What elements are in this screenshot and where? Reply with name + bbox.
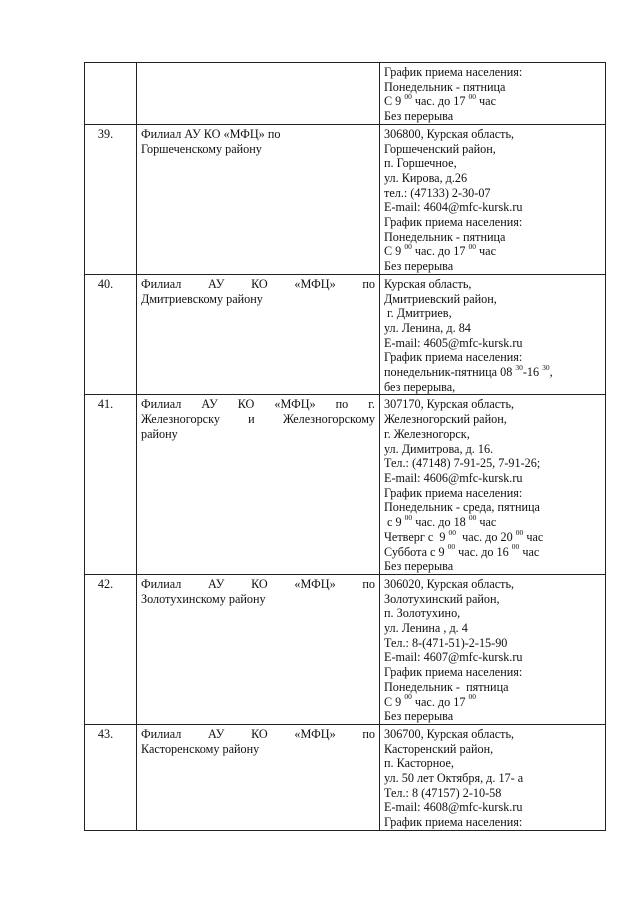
time-superscript: 00 <box>468 242 476 252</box>
table-row <box>85 124 606 274</box>
contact-text: ул. Ленина , д. 4 <box>384 621 468 636</box>
contact-text: С 9 <box>384 694 405 709</box>
branch-name-line <box>141 577 375 592</box>
branch-table-body <box>85 63 606 831</box>
contact-line <box>384 742 601 757</box>
contact-line <box>384 456 601 471</box>
contact-text: час. до 18 <box>412 515 469 530</box>
branch-name-word: по <box>335 397 349 412</box>
contact-text: Четверг с 9 <box>384 529 449 544</box>
contact-text: Курская область, <box>384 276 472 291</box>
contact-text: Дмитриевский район, <box>384 291 497 306</box>
contact-line <box>384 592 601 607</box>
contact-text: E-mail: 4605@mfc-kursk.ru <box>384 335 523 350</box>
branch-name <box>137 63 380 125</box>
contact-line <box>384 350 601 365</box>
contact-line <box>384 230 601 245</box>
contact-line <box>384 292 601 307</box>
contact-text: ул. Кирова, д.26 <box>384 170 468 185</box>
contact-line <box>384 577 601 592</box>
branch-name-line <box>141 592 375 607</box>
branch-name-word: «МФЦ» <box>294 726 336 741</box>
contact-text: График приема населения: <box>384 665 523 680</box>
contact-text: час <box>476 515 497 530</box>
contact-text: График приема населения: <box>384 485 523 500</box>
time-superscript: 00 <box>404 92 412 102</box>
branch-name-word: «МФЦ» <box>294 276 336 291</box>
contact-line <box>384 771 601 786</box>
time-superscript: 00 <box>404 513 413 523</box>
contact-text: Понедельник - пятница <box>384 229 506 244</box>
contact-text: п. Золотухино, <box>384 606 461 621</box>
branch-contacts <box>380 574 606 724</box>
contact-text: г. Дмитриев, <box>384 306 452 321</box>
contact-line <box>384 606 601 621</box>
contact-line <box>384 471 601 486</box>
branch-name-line <box>141 277 375 292</box>
contact-text: Тел.: 8-(471-51)-2-15-90 <box>384 635 508 650</box>
branch-name <box>137 274 380 395</box>
contact-line <box>384 321 601 336</box>
contact-line <box>384 336 601 351</box>
branch-name-word: Филиал <box>141 397 182 412</box>
branch-name-word: «МФЦ» <box>294 576 336 591</box>
contact-line <box>384 665 601 680</box>
contact-line <box>384 559 601 574</box>
branch-name <box>137 124 380 274</box>
contact-line <box>384 800 601 815</box>
time-superscript: 00 <box>404 242 412 252</box>
contact-text: час. до 17 <box>411 694 469 709</box>
contact-line <box>384 727 601 742</box>
contact-text: E-mail: 4608@mfc-kursk.ru <box>384 800 523 815</box>
contact-text: Без перерыва <box>384 709 454 724</box>
contact-line <box>384 692 601 710</box>
contact-text: Тел.: (47148) 7-91-25, 7-91-26; <box>384 456 541 471</box>
contact-text: Без перерыва <box>384 259 454 274</box>
branch-name-word: АУ <box>208 726 225 741</box>
branch-name-line <box>141 412 375 427</box>
table-row <box>85 395 606 574</box>
row-number <box>85 63 137 125</box>
time-superscript: 00 <box>468 513 477 523</box>
time-superscript: 00 <box>448 527 457 537</box>
contact-text: час. до 20 <box>456 529 516 544</box>
branch-name-word: Железногорскому <box>282 412 375 427</box>
branch-name-word: Железногорску <box>141 412 220 427</box>
time-superscript: 00 <box>447 542 456 552</box>
time-superscript: 30 <box>515 363 523 372</box>
table-row <box>85 63 606 125</box>
contact-line <box>384 786 601 801</box>
branch-name <box>137 395 380 574</box>
branch-table <box>84 62 606 831</box>
contact-line <box>384 109 601 124</box>
contact-line <box>384 380 601 395</box>
contact-text: час <box>476 94 496 109</box>
branch-name-word: Дмитриевскому району <box>141 291 263 306</box>
contact-text: -16 <box>522 365 543 380</box>
contact-text: E-mail: 4607@mfc-kursk.ru <box>384 650 523 665</box>
contact-line <box>384 756 601 771</box>
contact-line <box>384 709 601 724</box>
time-superscript: 00 <box>468 692 476 702</box>
contact-line <box>384 156 601 171</box>
branch-name-word: АУ <box>208 576 225 591</box>
contact-line <box>384 94 601 109</box>
contact-text: час. до 16 <box>455 544 512 559</box>
table-row <box>85 574 606 724</box>
time-superscript: 00 <box>404 692 412 702</box>
contact-text: E-mail: 4606@mfc-kursk.ru <box>384 470 523 485</box>
contact-text: п. Касторное, <box>384 756 454 771</box>
contact-line <box>384 397 601 412</box>
time-superscript: 30 <box>542 363 550 372</box>
branch-contacts <box>380 124 606 274</box>
contact-text: понедельник-пятница 08 <box>384 365 516 380</box>
row-number: 39. <box>85 124 137 274</box>
contact-line <box>384 306 601 321</box>
branch-name-word: Филиал АУ КО «МФЦ» по <box>141 126 281 141</box>
contact-text: 307170, Курская область, <box>384 397 515 412</box>
contact-text: Железногорский район, <box>384 412 507 427</box>
time-superscript: 00 <box>511 542 520 552</box>
contact-line <box>384 515 601 530</box>
contact-line <box>384 142 601 157</box>
branch-name-word: КО <box>237 397 255 412</box>
contact-line <box>384 680 601 695</box>
contact-line <box>384 486 601 501</box>
branch-name-word: Горшеченскому району <box>141 141 262 156</box>
row-number: 41. <box>85 395 137 574</box>
contact-line <box>384 244 601 259</box>
contact-text: График приема населения: <box>384 65 523 79</box>
branch-name <box>137 574 380 724</box>
contact-text: Касторенский район, <box>384 741 494 756</box>
branch-name-line <box>141 742 375 757</box>
contact-text: тел.: (47133) 2-30-07 <box>384 185 491 200</box>
branch-name-word: КО <box>251 726 268 741</box>
branch-contacts <box>380 724 606 830</box>
branch-name-line <box>141 727 375 742</box>
contact-text: ул. 50 лет Октября, д. 17- а <box>384 771 524 786</box>
branch-name-word: Филиал <box>141 726 182 741</box>
branch-contacts <box>380 274 606 395</box>
contact-text: График приема населения: <box>384 215 523 230</box>
contact-line <box>384 542 601 560</box>
contact-line <box>384 815 601 830</box>
branch-name-line <box>141 397 375 412</box>
contact-text: График приема населения: <box>384 350 523 365</box>
contact-line <box>384 427 601 442</box>
contact-text: час <box>476 244 496 259</box>
branch-name-word: району <box>141 426 178 441</box>
branch-name-word: КО <box>251 576 268 591</box>
branch-name-word: Филиал <box>141 276 182 291</box>
branch-name-word: Золотухинскому району <box>141 591 266 606</box>
branch-name-word: и <box>248 412 255 427</box>
contact-text: с 9 <box>384 515 405 530</box>
time-superscript: 00 <box>515 527 524 537</box>
branch-contacts <box>380 63 606 125</box>
branch-name-word: АУ <box>201 397 218 412</box>
table-row <box>85 274 606 395</box>
branch-name-word: по <box>362 726 375 741</box>
contact-text: Понедельник - среда, пятница <box>384 500 540 515</box>
contact-text: Понедельник - пятница <box>384 79 506 94</box>
contact-line <box>384 365 601 380</box>
branch-name-word: КО <box>251 276 268 291</box>
contact-line <box>384 127 601 142</box>
branch-name <box>137 724 380 830</box>
contact-text: п. Горшечное, <box>384 156 457 171</box>
contact-text: Суббота с 9 <box>384 544 448 559</box>
table-row <box>85 724 606 830</box>
contact-text: Без перерыва <box>384 559 454 574</box>
branch-name-line <box>141 127 375 142</box>
row-number: 42. <box>85 574 137 724</box>
contact-text: час. до 17 <box>411 244 469 259</box>
branch-contacts <box>380 395 606 574</box>
contact-text: Понедельник - пятница <box>384 679 509 694</box>
contact-text: без перерыва, <box>384 379 456 394</box>
contact-line <box>384 277 601 292</box>
contact-line <box>384 80 601 95</box>
contact-text: 306020, Курская область, <box>384 576 515 591</box>
contact-line <box>384 442 601 457</box>
contact-text: ул. Димитрова, д. 16. <box>384 441 494 456</box>
contact-line <box>384 527 601 545</box>
branch-name-word: по <box>362 276 375 291</box>
contact-text: 306800, Курская область, <box>384 126 515 141</box>
contact-text: час. до 17 <box>411 94 469 109</box>
contact-text: С 9 <box>384 94 405 109</box>
contact-line <box>384 65 601 80</box>
contact-text: г. Железногорск, <box>384 426 470 441</box>
contact-text: Золотухинский район, <box>384 591 500 606</box>
contact-text: Тел.: 8 (47157) 2-10-58 <box>384 785 502 800</box>
row-number: 40. <box>85 274 137 395</box>
contact-line <box>384 200 601 215</box>
contact-text: График приема населения: <box>384 815 523 830</box>
contact-line <box>384 259 601 274</box>
branch-name-word: «МФЦ» <box>274 397 316 412</box>
contact-text: E-mail: 4604@mfc-kursk.ru <box>384 200 523 215</box>
contact-line <box>384 500 601 515</box>
contact-line <box>384 171 601 186</box>
branch-name-word: Филиал <box>141 576 182 591</box>
branch-name-line <box>141 292 375 307</box>
time-superscript: 00 <box>468 92 476 102</box>
contact-line <box>384 215 601 230</box>
branch-name-word: г. <box>368 397 375 412</box>
contact-line <box>384 186 601 201</box>
contact-text: Без перерыва <box>384 109 454 124</box>
contact-line <box>384 650 601 665</box>
branch-name-word: Касторенскому району <box>141 741 260 756</box>
contact-text: 306700, Курская область, <box>384 726 515 741</box>
contact-text: час <box>523 529 544 544</box>
contact-line <box>384 636 601 651</box>
contact-line <box>384 621 601 636</box>
contact-text: ул. Ленина, д. 84 <box>384 320 471 335</box>
contact-text: Горшеченский район, <box>384 141 496 156</box>
contact-text: час <box>519 544 540 559</box>
branch-name-line <box>141 427 375 442</box>
contact-line <box>384 412 601 427</box>
row-number: 43. <box>85 724 137 830</box>
branch-name-word: АУ <box>208 276 225 291</box>
contact-text: , <box>549 365 553 380</box>
contact-text: С 9 <box>384 244 405 259</box>
branch-name-line <box>141 142 375 157</box>
branch-name-word: по <box>362 576 375 591</box>
